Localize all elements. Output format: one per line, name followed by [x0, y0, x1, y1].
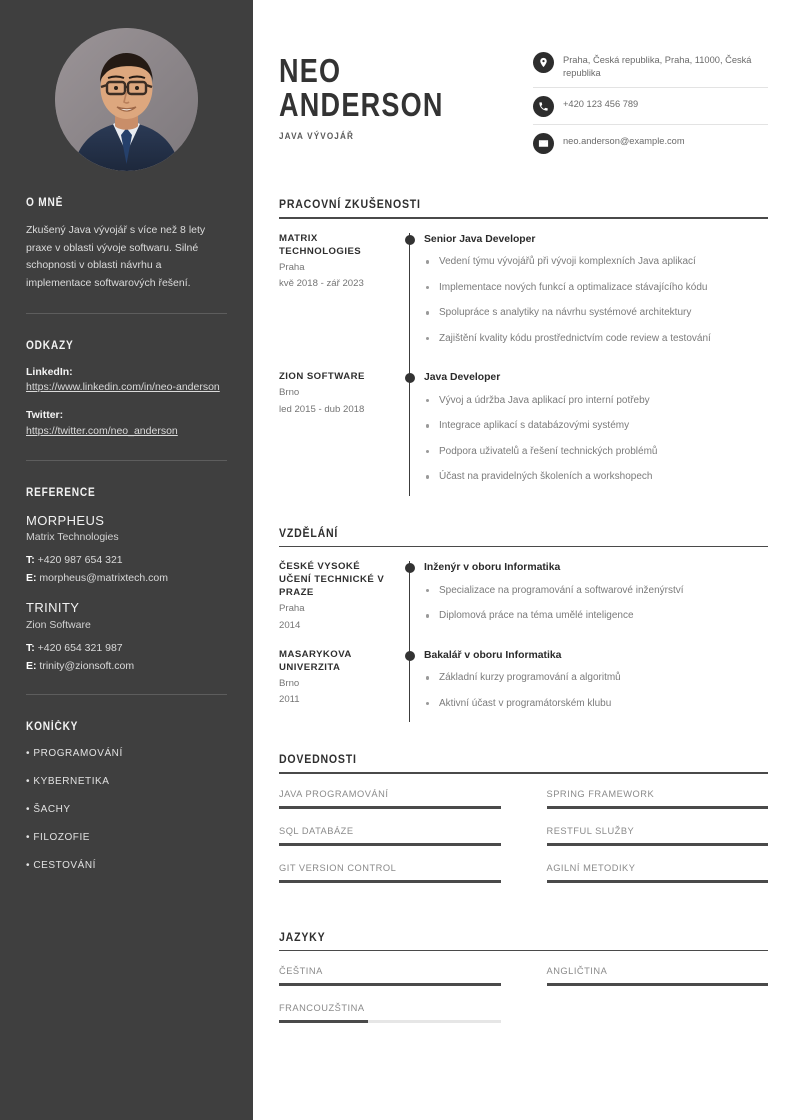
link-label: LinkedIn:: [26, 365, 73, 378]
reference-name: TRINITY: [26, 600, 80, 616]
email-value: morpheus@matrixtech.com: [39, 571, 168, 584]
references-section: [26, 487, 227, 675]
timeline: [402, 371, 424, 496]
about-text: Zkušený Java vývojář s více než 8 lety praxe v oblasti vývoje softwaru. Silné schopnosti v oblasti návrhu a implementace softwarových řešení.: [26, 224, 206, 289]
last-name: ANDERSON: [279, 86, 444, 124]
skill-bar-fill: [279, 843, 501, 846]
timeline-dot-icon: [405, 235, 415, 245]
language-item: [279, 966, 501, 986]
city: Brno: [279, 677, 300, 689]
link-item-linkedin: [26, 365, 227, 397]
skill-item: [279, 789, 501, 809]
skill-item: [279, 826, 501, 846]
skill-bar-fill: [547, 880, 769, 883]
list-item: Implementace nových funkcí a optimalizace stávajícího kódu: [424, 281, 768, 296]
skill-bar-fill: [279, 880, 501, 883]
skill-bar-track: [279, 806, 501, 809]
languages-grid: [279, 966, 768, 1040]
about-heading: O MNĚ: [26, 197, 64, 209]
education-entry: [279, 547, 768, 635]
dates: kvě 2018 - zář 2023: [279, 278, 364, 290]
degree-title: Inženýr v oboru Informatika: [424, 562, 561, 574]
entry-meta: [279, 371, 402, 496]
phone-text: +420 123 456 789: [563, 99, 639, 110]
address-text: Praha, Česká republika, Praha, 11000, Česká republika: [563, 55, 752, 79]
city: Praha: [279, 603, 305, 615]
bullet-list: [424, 394, 768, 485]
reference-item: [26, 512, 227, 587]
entry-meta: [279, 649, 402, 723]
languages-heading: JAZYKY: [279, 929, 326, 944]
name-block: [279, 40, 480, 142]
section-rule: [279, 772, 768, 774]
timeline: [402, 233, 424, 358]
list-item: Diplomová práce na téma umělé inteligence: [424, 609, 768, 624]
bullet-list: [424, 671, 768, 711]
list-item: Spolupráce s analytiky na návrhu systémové architektury: [424, 306, 768, 321]
link-url-twitter[interactable]: https://twitter.com/neo_anderson: [26, 424, 178, 437]
skill-item: [547, 826, 769, 846]
organization: MASARYKOVA UNIVERZITA: [279, 648, 352, 673]
skills-heading: DOVEDNOSTI: [279, 752, 357, 767]
envelope-icon: [533, 133, 554, 154]
reference-name: MORPHEUS: [26, 512, 105, 528]
education-heading: VZDĚLÁNÍ: [279, 525, 339, 540]
list-item: Specializace na programování a softwarové inženýrství: [424, 584, 768, 599]
entry-body: [424, 649, 768, 723]
skill-label: SPRING FRAMEWORK: [546, 788, 655, 799]
degree-title: Bakalář v oboru Informatika: [424, 649, 562, 661]
bullet-list: [424, 584, 768, 624]
email-label: E:: [26, 571, 37, 584]
list-item: • KYBERNETIKA: [26, 775, 227, 789]
skill-bar-track: [547, 806, 769, 809]
education-section: [279, 526, 768, 723]
location-pin-icon: [533, 52, 554, 73]
skill-bar-fill: [547, 806, 769, 809]
main-content: [253, 0, 794, 1120]
list-item: Integrace aplikací s databázovými systémy: [424, 419, 768, 434]
avatar: [55, 28, 198, 171]
link-url-linkedin[interactable]: https://www.linkedin.com/in/neo-anderson: [26, 381, 220, 394]
skill-bar-track: [279, 843, 501, 846]
list-item: • CESTOVÁNÍ: [26, 859, 227, 873]
skill-label: AGILNÍ METODIKY: [546, 862, 636, 873]
timeline-dot-icon: [405, 563, 415, 573]
timeline-line: [409, 371, 410, 496]
email-label: E:: [26, 659, 37, 672]
timeline: [402, 561, 424, 635]
skills-section: [279, 752, 768, 900]
list-item: Základní kurzy programování a algoritmů: [424, 671, 768, 686]
email-value: trinity@zionsoft.com: [39, 659, 135, 672]
divider: [26, 313, 227, 314]
timeline: [402, 649, 424, 723]
entry-body: [424, 371, 768, 496]
skill-label: RESTFUL SLUŽBY: [546, 825, 635, 836]
skill-bar-fill: [279, 806, 501, 809]
skill-item: [279, 863, 501, 883]
experience-section: [279, 197, 768, 496]
dates: 2014: [279, 619, 301, 631]
skill-label: GIT VERSION CONTROL: [279, 862, 397, 873]
links-section: [26, 340, 227, 440]
header: [279, 40, 768, 161]
experience-entry: [279, 219, 768, 358]
link-label: Twitter:: [26, 409, 64, 421]
sidebar: [0, 0, 253, 1120]
contact-address: [533, 52, 768, 88]
about-section: [26, 197, 227, 293]
language-item: [279, 1003, 501, 1023]
list-item: Aktivní účast v programátorském klubu: [424, 697, 768, 712]
phone-label: T:: [26, 641, 35, 654]
hobbies-heading: KONÍČKY: [26, 721, 79, 734]
skill-label: JAVA PROGRAMOVÁNÍ: [279, 788, 389, 799]
organization: MATRIX TECHNOLOGIES: [279, 232, 362, 257]
position-title: Senior Java Developer: [424, 233, 536, 245]
language-bar-track: [279, 983, 501, 986]
contact-list: [533, 40, 768, 161]
phone-value: +420 654 321 987: [37, 641, 123, 654]
reference-email: [26, 570, 227, 587]
city: Praha: [279, 261, 305, 273]
reference-item: [26, 599, 227, 674]
profile-photo: [55, 28, 198, 171]
organization: ZION SOFTWARE: [279, 371, 365, 383]
list-item: Vývoj a údržba Java aplikací pro interní potřeby: [424, 394, 768, 409]
list-item: • FILOZOFIE: [26, 831, 227, 845]
divider: [26, 460, 227, 461]
entry-body: [424, 561, 768, 635]
language-label: FRANCOUZŠTINA: [279, 1003, 365, 1014]
references-heading: REFERENCE: [26, 486, 96, 499]
timeline-dot-icon: [405, 651, 415, 661]
experience-heading: PRACOVNÍ ZKUŠENOSTI: [279, 197, 421, 212]
phone-value: +420 987 654 321: [37, 553, 123, 566]
skills-grid: [279, 789, 768, 900]
reference-email: [26, 658, 227, 675]
reference-company: Matrix Technologies: [26, 531, 119, 544]
list-item: • ŠACHY: [26, 803, 227, 817]
list-item: • PROGRAMOVÁNÍ: [26, 747, 227, 761]
timeline-dot-icon: [405, 373, 415, 383]
phone-icon: [533, 96, 554, 117]
entry-body: [424, 233, 768, 358]
education-entry: [279, 635, 768, 723]
reference-phone: [26, 552, 227, 569]
language-label: ČEŠTINA: [279, 966, 323, 977]
language-label: ANGLIČTINA: [546, 966, 608, 977]
links-heading: ODKAZY: [26, 339, 74, 352]
bullet-list: [424, 255, 768, 346]
hobbies-list: [26, 747, 227, 873]
divider: [26, 694, 227, 695]
dates: 2011: [279, 694, 300, 706]
skill-bar-fill: [547, 843, 769, 846]
phone-label: T:: [26, 553, 35, 566]
reference-company: Zion Software: [26, 618, 91, 631]
language-bar-fill: [279, 1020, 368, 1023]
contact-email: [533, 133, 768, 161]
skill-item: [547, 863, 769, 883]
skill-item: [547, 789, 769, 809]
language-bar-track: [547, 983, 769, 986]
city: Brno: [279, 387, 300, 399]
job-role: JAVA VÝVOJÁŘ: [279, 130, 355, 142]
language-bar-fill: [547, 983, 769, 986]
language-bar-fill: [279, 983, 501, 986]
language-bar-track: [279, 1020, 501, 1023]
position-title: Java Developer: [424, 372, 501, 384]
experience-entry: [279, 357, 768, 496]
timeline-line: [409, 233, 410, 372]
skill-bar-track: [547, 843, 769, 846]
skill-bar-track: [279, 880, 501, 883]
first-name: NEO: [279, 52, 342, 89]
email-text: neo.anderson@example.com: [563, 136, 685, 147]
reference-phone: [26, 640, 227, 657]
contact-phone: [533, 96, 768, 125]
entry-meta: [279, 233, 402, 358]
list-item: Účast na pravidelných školeních a workshopech: [424, 470, 768, 485]
list-item: Vedení týmu vývojářů při vývoji komplexních Java aplikací: [424, 255, 768, 270]
skill-bar-track: [547, 880, 769, 883]
skill-label: SQL DATABÁZE: [279, 825, 354, 836]
language-item: [547, 966, 769, 986]
hobbies-section: [26, 721, 227, 873]
entry-meta: [279, 561, 402, 635]
list-item: Zajištění kvality kódu prostřednictvím code review a testování: [424, 332, 768, 347]
section-rule: [279, 950, 768, 952]
organization: ČESKÉ VYSOKÉ UČENÍ TECHNICKÉ V PRAZE: [279, 561, 385, 599]
languages-section: [279, 930, 768, 1041]
link-item-twitter: [26, 408, 227, 440]
dates: led 2015 - dub 2018: [279, 403, 365, 415]
list-item: Podpora uživatelů a řešení technických problémů: [424, 445, 768, 460]
